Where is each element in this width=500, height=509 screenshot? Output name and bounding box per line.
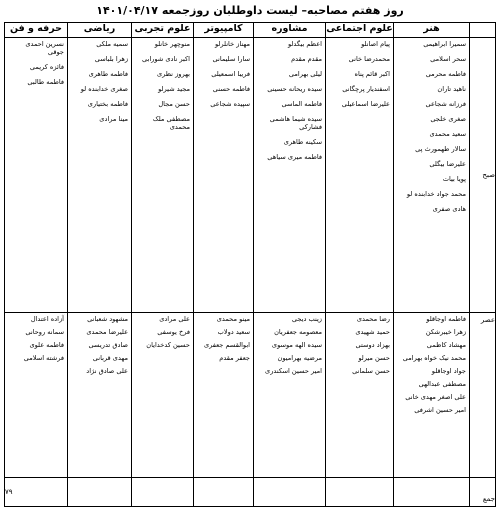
list-item: فاطمه بختیاری bbox=[87, 100, 128, 108]
row-label bbox=[470, 38, 496, 313]
list-item: محمد نیک خواه بهرامی bbox=[402, 354, 466, 362]
list-item: حسن سلمانی bbox=[352, 367, 390, 375]
list-item: فرخ یوسفی bbox=[157, 328, 190, 336]
list-item: هادی صفری bbox=[432, 205, 466, 213]
list-item: سعید دولاب bbox=[217, 328, 250, 336]
table-cell bbox=[394, 478, 470, 507]
column-header: کامپیوتر bbox=[194, 23, 254, 38]
list-item: سمیرا ابراهیمی bbox=[423, 40, 466, 48]
table-cell bbox=[194, 478, 254, 507]
list-item: سارا سلیمانی bbox=[212, 55, 250, 63]
list-item: علی صادق نژاد bbox=[86, 367, 128, 375]
list-item: فرزانه شجاعی bbox=[425, 100, 466, 108]
list-item: صغری خدابنده لو bbox=[80, 85, 128, 93]
list-item: حمید شهیدی bbox=[355, 328, 390, 336]
list-item: فاطمه الماسی bbox=[281, 100, 322, 108]
row-label-text: جمع bbox=[482, 495, 495, 503]
list-item: بهزاد دوستی bbox=[355, 341, 390, 349]
list-item: فاطمه میری سیاهی bbox=[267, 153, 322, 161]
list-item: علی اصغر مهدی خانی bbox=[405, 393, 466, 401]
list-item: علیرضا بیگلی bbox=[429, 160, 466, 168]
list-item: صغری خلجی bbox=[430, 115, 466, 123]
column-header: علوم تجربی bbox=[132, 23, 194, 38]
table-cell bbox=[326, 478, 394, 507]
list-item: سعید محمدی bbox=[429, 130, 466, 138]
list-item: لیلی بهرامی bbox=[288, 70, 322, 78]
list-item: پیام اصانلو bbox=[361, 40, 390, 48]
table-cell bbox=[68, 38, 132, 313]
list-item: محمدرضا خانی bbox=[348, 55, 390, 63]
list-item: سحر اسلامی bbox=[430, 55, 466, 63]
column-header: حرفه و فن bbox=[5, 23, 68, 38]
list-item: مهدی قربانی bbox=[92, 354, 128, 362]
table-row bbox=[5, 38, 496, 313]
list-item: آزاده اعتدال bbox=[30, 315, 64, 323]
list-item: ناهید تاران bbox=[437, 85, 466, 93]
column-header: علوم اجتماعی bbox=[326, 23, 394, 38]
table-cell bbox=[68, 313, 132, 478]
list-item: علیرضا محمدی bbox=[86, 328, 128, 336]
row-label bbox=[470, 313, 496, 478]
list-item: مصطفی عبدالهی bbox=[418, 380, 466, 388]
row-label-text: عصر bbox=[480, 316, 495, 324]
list-item: زینب دیجی bbox=[291, 315, 322, 323]
list-item: مقدم مقدم bbox=[291, 55, 322, 63]
list-item: سکینه طاهری bbox=[283, 138, 322, 146]
list-item: حسن میرلو bbox=[358, 354, 390, 362]
list-item: علیرضا اسماعیلی bbox=[341, 100, 390, 108]
schedule-table bbox=[4, 22, 496, 507]
table-cell bbox=[194, 38, 254, 313]
list-item: فاطمه طاهری bbox=[88, 70, 128, 78]
list-item: معصومه جعفریان bbox=[274, 328, 322, 336]
table-cell bbox=[326, 313, 394, 478]
list-item: زهرا خیبرشکن bbox=[425, 328, 466, 336]
page-number: ۷۹ bbox=[5, 478, 68, 507]
list-item: مینو محمدی bbox=[216, 315, 250, 323]
table-cell bbox=[394, 313, 470, 478]
list-item: پویا بیات bbox=[442, 175, 466, 183]
table-cell bbox=[254, 478, 326, 507]
list-item: حسن مجال bbox=[158, 100, 190, 108]
header-row bbox=[5, 23, 496, 38]
column-header: مشاوره bbox=[254, 23, 326, 38]
list-item: اکبر قائم پناه bbox=[354, 70, 390, 78]
list-item: بهروز نظری bbox=[156, 70, 190, 78]
page-title: روز هفتم مصاحبه– لیست داوطلبان روزجمعه ۱۴۰۱/۰۴/۱۷ bbox=[96, 4, 404, 17]
table-cell bbox=[5, 38, 68, 313]
list-item: محمد جواد خدابنده لو bbox=[406, 190, 466, 198]
table-cell bbox=[254, 38, 326, 313]
list-item: مهناز خانلرلو bbox=[214, 40, 250, 48]
table-cell bbox=[132, 38, 194, 313]
list-item: اسفندیار پرچگانی bbox=[342, 85, 390, 93]
list-item: ابوالقسم جعفری bbox=[203, 341, 250, 349]
table-cell bbox=[68, 478, 132, 507]
row-label-text: صبح bbox=[482, 171, 495, 179]
table-cell bbox=[394, 38, 470, 313]
list-item: سیده الهه موسوی bbox=[271, 341, 322, 349]
list-item: فاطمه علوی bbox=[29, 341, 64, 349]
table-cell bbox=[194, 313, 254, 478]
list-item: نسرین احمدی جوقی bbox=[25, 40, 64, 56]
table-cell bbox=[5, 313, 68, 478]
list-item: مهشاد کاظمی bbox=[426, 341, 466, 349]
list-item: منوچهر خانلو bbox=[154, 40, 190, 48]
list-item: فاطمه طالبی bbox=[27, 78, 64, 86]
list-item: سیده ریحانه حسینی bbox=[267, 85, 322, 93]
list-item: اکبر نادی شورابی bbox=[141, 55, 190, 63]
row-label bbox=[470, 478, 496, 507]
list-item: اعظم بیگدلو bbox=[287, 40, 322, 48]
list-item: زهرا بلباسی bbox=[94, 55, 128, 63]
list-item: مینا مرادی bbox=[99, 115, 128, 123]
list-item: فاطمه حسنی bbox=[212, 85, 250, 93]
list-item: فاطمه اوجاقلو bbox=[426, 315, 466, 323]
table-cell bbox=[132, 478, 194, 507]
table-row bbox=[5, 313, 496, 478]
list-item: امیر حسین اسکندری bbox=[265, 367, 322, 375]
list-item: سپیده شجاعی bbox=[210, 100, 250, 108]
list-item: سالار طهمورث پی bbox=[415, 145, 466, 153]
list-item: مشهود شعبانی bbox=[87, 315, 128, 323]
list-item: فاطمه محرمی bbox=[425, 70, 466, 78]
list-item: جواد اوجاقلو bbox=[431, 367, 466, 375]
list-item: سمانه روحانی bbox=[25, 328, 64, 336]
list-item: حسین کدخدایان bbox=[146, 341, 190, 349]
list-item: سمیه ملکی bbox=[96, 40, 128, 48]
list-item: فریبا اسمعیلی bbox=[211, 70, 250, 78]
list-item: سیده شیما هاشمی فشارکی bbox=[269, 115, 322, 131]
table-cell bbox=[132, 313, 194, 478]
list-item: مصطفی ملک محمدی bbox=[152, 115, 190, 131]
list-item: مجید شیرلو bbox=[158, 85, 190, 93]
table-cell bbox=[254, 313, 326, 478]
table-cell bbox=[326, 38, 394, 313]
list-item: فائزه کریمی bbox=[29, 63, 64, 71]
list-item: علی مرادی bbox=[159, 315, 190, 323]
column-header: هنر bbox=[394, 23, 470, 38]
column-header: ریاضی bbox=[68, 23, 132, 38]
corner-cell bbox=[470, 23, 496, 38]
list-item: جعفر مقدم bbox=[219, 354, 250, 362]
list-item: فرشته اسلامی bbox=[23, 354, 64, 362]
list-item: رضا محمدی bbox=[356, 315, 390, 323]
list-item: امیر حسین اشرفی bbox=[414, 406, 466, 414]
list-item: صادق تدریسی bbox=[88, 341, 128, 349]
table-row bbox=[5, 478, 496, 507]
list-item: مرضیه بهرامیون bbox=[277, 354, 322, 362]
